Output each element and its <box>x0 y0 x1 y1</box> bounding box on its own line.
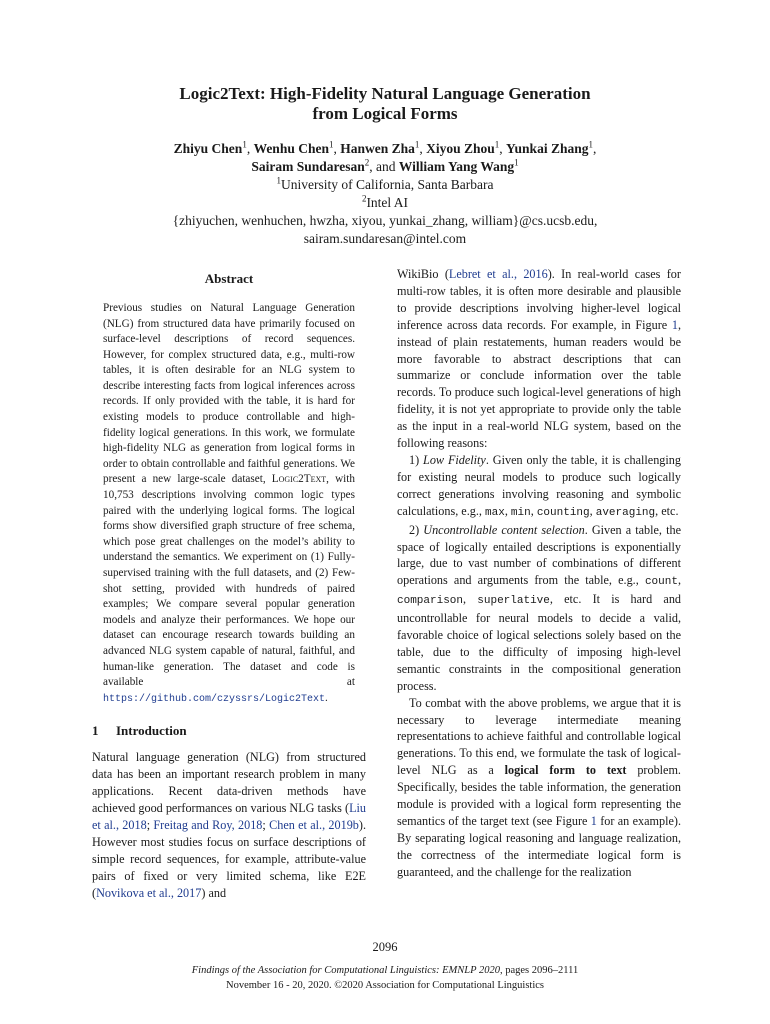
citation-link[interactable]: Lebret et al., 2016 <box>448 267 548 281</box>
author-name: William Yang Wang <box>398 159 515 174</box>
author-affiliation-mark: 2 <box>364 157 370 168</box>
author-separator: , <box>246 141 254 156</box>
page-number: 2096 <box>372 940 398 954</box>
paper-title <box>0 84 770 124</box>
intro-text-part: ; <box>262 817 270 832</box>
operation-code: count <box>644 576 678 589</box>
affiliation-1 <box>0 176 770 194</box>
body-text-part: To combat with the above problems, we argue that it is necessary to leverage intermediate meaning representations to achieve faithful and controllable logical generations. To this end, we formulate the task of logical-level NLG as a <box>397 695 681 778</box>
body-text-part: . Given only the table, it is challenging for existing neural models to produce such logically correct generations involving reasoning and symbolic calculations, e.g., <box>397 452 681 518</box>
operation-code: averaging <box>595 506 656 519</box>
author-affiliation-mark: 1 <box>494 139 500 150</box>
body-text-part: , <box>530 503 537 518</box>
abstract-text-part: , with 10,753 descriptions involving common logic types paired with the underlying logical forms. The logical forms show diversified graph structure of free schema, which pose great challenges on the model’s ability to understand the semantics. We experiment on (1) Fully-supervised training with the full datasets, and (2) Few-shot setting, provided with hundreds of paired examples; We compare several popular generation models and analyze their performances. We hope our dataset can encourage research towards building an advanced NLG system capable of natural, faithful, and human-like generation. The dataset and code is available at <box>103 473 355 689</box>
citation-link[interactable]: Freitag and Roy, 2018 <box>153 817 263 832</box>
operation-code: max <box>485 506 505 519</box>
title-line-2: from Logical Forms <box>312 104 458 123</box>
abstract-text <box>92 301 366 707</box>
affiliation-2 <box>0 194 770 212</box>
footer-line-2: November 16 - 20, 2020. ©2020 Association for Computational Linguistics <box>226 980 544 991</box>
body-text-part: . Given a table, the space of logically entailed descriptions is exponentially large, due to vast number of combinations of different operations and arguments from the table, e.g., <box>397 522 681 588</box>
code-url-link[interactable]: https://github.com/czyssrs/Logic2Text <box>103 693 326 705</box>
author-separator: , <box>499 141 507 156</box>
body-text-part: problem. Specifically, besides the table information, the generation module is provided with a logical form representing the semantics of the target text (see Figure <box>397 763 681 828</box>
intro-paragraph <box>92 749 366 901</box>
affiliation-name: Intel AI <box>366 195 409 210</box>
body-text-part: , <box>504 503 511 518</box>
footer-pages: , pages 2096–2111 <box>499 965 579 976</box>
author-name: Xiyou Zhou <box>426 141 495 156</box>
intro-text-part: ) and <box>201 885 227 900</box>
section-title: Introduction <box>116 723 187 739</box>
author-line-1 <box>0 140 770 158</box>
figure-ref-link[interactable]: 1 <box>671 317 678 332</box>
email-line-2: sairam.sundaresan@intel.com <box>303 231 467 246</box>
reason-number: 1) <box>409 452 424 467</box>
reason-heading: Low Fidelity <box>423 452 486 467</box>
author-separator: , and <box>369 159 399 174</box>
page-footer <box>0 963 770 993</box>
citation-link[interactable]: Novikova et al., 2017 <box>96 885 202 900</box>
footer-line-1 <box>0 963 770 978</box>
operation-code: superlative <box>477 595 550 608</box>
body-text-part: , <box>677 573 681 588</box>
affiliation-name: University of California, Santa Barbara <box>280 177 494 192</box>
body-text-part: , etc. It is hard and uncontrollable for neural models to decide a valid, favorable choice of logical selections solely based on the table, due to the difficulty of imposing high-level semantic constraints in the compositional generation process. <box>397 592 682 693</box>
reason-1-paragraph <box>397 452 681 522</box>
email-line-1: {zhiyuchen, wenhuchen, hwzha, xiyou, yunkai_zhang, william}@cs.ucsb.edu, <box>172 213 598 228</box>
operation-code: counting <box>536 506 590 519</box>
right-column <box>397 266 681 881</box>
author-name: Hanwen Zha <box>340 141 415 156</box>
intro-text-part: ; <box>146 817 154 832</box>
affiliation-mark: 1 <box>276 175 281 186</box>
section-heading-introduction <box>92 723 366 740</box>
author-affiliation-mark: 1 <box>514 157 519 168</box>
body-text-part: , instead of plain restatements, human readers would be more favorable to abstract descriptions that can summarize or conclude information over the table records. To produce such logical-level generations of high fidelity, it is not yet appropriate to provide only the table as the input in a real-world NLG system, based on the following reasons: <box>397 317 681 451</box>
author-separator: , <box>592 141 597 156</box>
intro-text-part: ). However most studies focus on surface descriptions of simple record sequences, for example, attribute-value pairs of fixed or very limited schema, like E2E ( <box>92 817 367 900</box>
author-affiliation-mark: 1 <box>328 139 334 150</box>
operation-code: min <box>510 506 531 519</box>
reason-heading: Uncontrollable content selection <box>423 522 585 537</box>
citation-link[interactable]: Liu et al., 2018 <box>92 800 366 832</box>
author-name: Sairam Sundaresan <box>251 159 365 174</box>
title-line-1: Logic2Text: High-Fidelity Natural Language Generation <box>179 84 591 103</box>
body-text-part: ). In real-world cases for multi-row tables, it is often more desirable and plausible to provide descriptions involving higher-level logical inference across data records. For example, in Figure <box>397 267 681 332</box>
author-affiliation-mark: 1 <box>242 139 247 150</box>
venue-name: Findings of the Association for Computational Linguistics: EMNLP 2020 <box>191 965 500 976</box>
citation-link[interactable]: Chen et al., 2019b <box>269 817 359 832</box>
author-name: Wenhu Chen <box>253 141 329 156</box>
body-text-part: WikiBio ( <box>397 267 449 281</box>
author-separator: , <box>333 141 341 156</box>
bold-term: logical form to text <box>504 763 627 778</box>
author-affiliation-mark: 1 <box>414 139 420 150</box>
body-text-part: for an example). By separating logical reasoning and language realization, the correctness of the intermediate logical form is guaranteed, and the challenge for the realization <box>397 814 681 879</box>
body-text-part: , <box>463 592 478 607</box>
author-separator: , <box>419 141 427 156</box>
left-column <box>92 266 366 901</box>
intro-text-part: Natural language generation (NLG) from structured data has been an important research problem in many applications. Recent data-driven methods have achieved good performances on various NLG tasks ( <box>92 750 366 815</box>
body-text-part: , <box>589 503 596 518</box>
author-line-2 <box>0 158 770 176</box>
author-name: Zhiyu Chen <box>173 141 243 156</box>
reason-number: 2) <box>409 522 424 537</box>
abstract-heading: Abstract <box>204 271 254 286</box>
author-block <box>0 140 770 248</box>
author-name: Yunkai Zhang <box>506 141 589 156</box>
figure-ref-link[interactable]: 1 <box>590 814 597 828</box>
section-number: 1 <box>92 723 99 739</box>
abstract-text-part: . <box>325 691 328 704</box>
body-text-part: , etc. <box>655 503 679 518</box>
dataset-name: Logic2Text <box>271 473 327 486</box>
combat-paragraph <box>397 695 681 881</box>
reason-2-paragraph <box>397 522 681 695</box>
affiliation-mark: 2 <box>361 193 367 204</box>
right-paragraph-1 <box>397 266 681 452</box>
author-affiliation-mark: 1 <box>588 139 593 150</box>
operation-code: comparison <box>397 595 464 608</box>
abstract-text-part: Previous studies on Natural Language Generation (NLG) from structured data have primarily focused on surface-level descriptions of record sequences. However, for complex structured data, e.g., multi-row tables, it is often desirable for an NLG system to describe interesting facts from logical inferences across records. If only provided with the table, it is hard for existing models to produce controllable and high-fidelity logical generations. In this work, we formulate high-fidelity NLG as generation from logical forms in order to obtain controllable and faithful generations. We present a new large-scale dataset, <box>103 301 355 486</box>
